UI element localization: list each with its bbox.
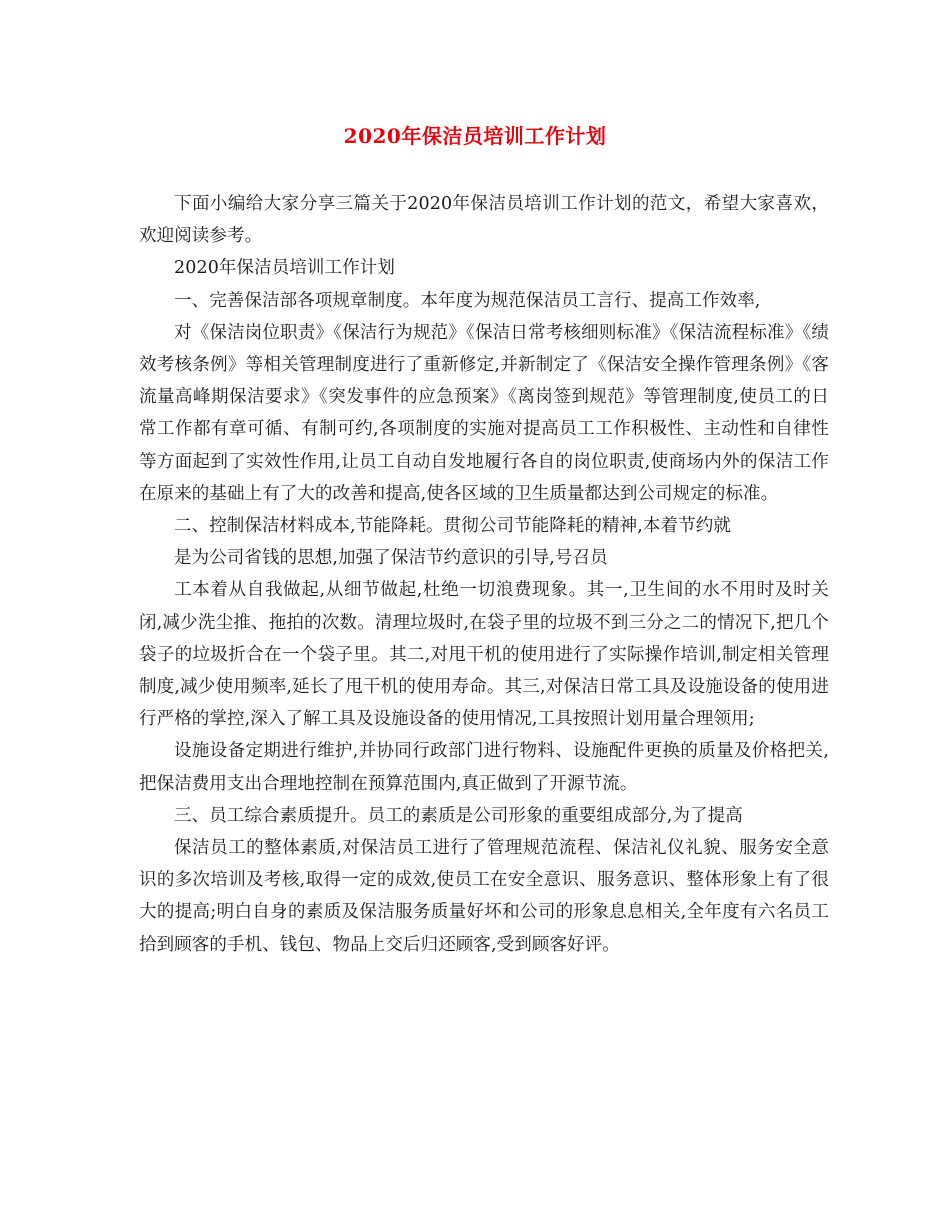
paragraph-3-body: 保洁员工的整体素质,对保洁员工进行了管理规范流程、保洁礼仪礼貌、服务安全意识的多次培训及考核,取得一定的成效,使员工在安全意识、服务意识、整体形象上有了很大的提高;明白自身的素质及保洁服务质量好坏和公司的形象息息相关,全年度有六名员工拾到顾客的手机、钱包、物品上交后归还顾客,受到顾客好评。 <box>139 838 829 955</box>
document-title: 2020年保洁员培训工作计划 <box>343 124 607 148</box>
paragraph-1-lead: 一、完善保洁部各项规章制度。本年度为规范保洁员工言行、提高工作效率, <box>174 290 761 311</box>
paragraph-2-line: 是为公司省钱的思想,加强了保洁节约意识的引导,号召员 <box>174 548 608 569</box>
intro-paragraph: 下面小编给大家分享三篇关于2020年保洁员培训工作计划的范文，希望大家喜欢，欢迎阅读参考。 <box>139 194 829 247</box>
paragraph-1-body: 对《保洁岗位职责》《保洁行为规范》《保洁日常考核细则标准》《保洁流程标准》《绩效考核条例》等相关管理制度进行了重新修定,并新制定了《保洁安全操作管理条例》《客流量高峰期保洁要求》《突发事件的应急预案》《离岗签到规范》等管理制度,使员工的日常工作都有章可循、有制可约,各项制度的实施对提高员工工作积极性、主动性和自律性等方面起到了实效性作用,让员工自动自发地履行各自的岗位职责,使商场内外的保洁工作在原来的基础上有了大的改善和提高,使各区域的卫生质量都达到公司规定的标准。 <box>139 322 829 504</box>
paragraph-2-continued: 设施设备定期进行维护,并协同行政部门进行物料、设施配件更换的质量及价格把关,把保洁费用支出合理地控制在预算范围内,真正做到了开源节流。 <box>139 741 829 794</box>
section-heading: 2020年保洁员培训工作计划 <box>174 258 395 279</box>
paragraph-2-lead: 二、控制保洁材料成本,节能降耗。贯彻公司节能降耗的精神,本着节约就 <box>174 516 731 537</box>
paragraph-2-body: 工本着从自我做起,从细节做起,杜绝一切浪费现象。其一,卫生间的水不用时及时关闭,减少洗尘推、拖拍的次数。清理垃圾时,在袋子里的垃圾不到三分之二的情况下,把几个袋子的垃圾折合在一个袋子里。其二,对甩干机的使用进行了实际操作培训,制定相关管理制度,减少使用频率,延长了甩干机的使用寿命。其三,对保洁日常工具及设施设备的使用进行严格的掌控,深入了解工具及设施设备的使用情况,工具按照计划用量合理领用; <box>139 580 829 730</box>
document-body <box>139 188 829 961</box>
paragraph-3-lead: 三、员工综合素质提升。员工的素质是公司形象的重要组成部分,为了提高 <box>174 805 743 826</box>
